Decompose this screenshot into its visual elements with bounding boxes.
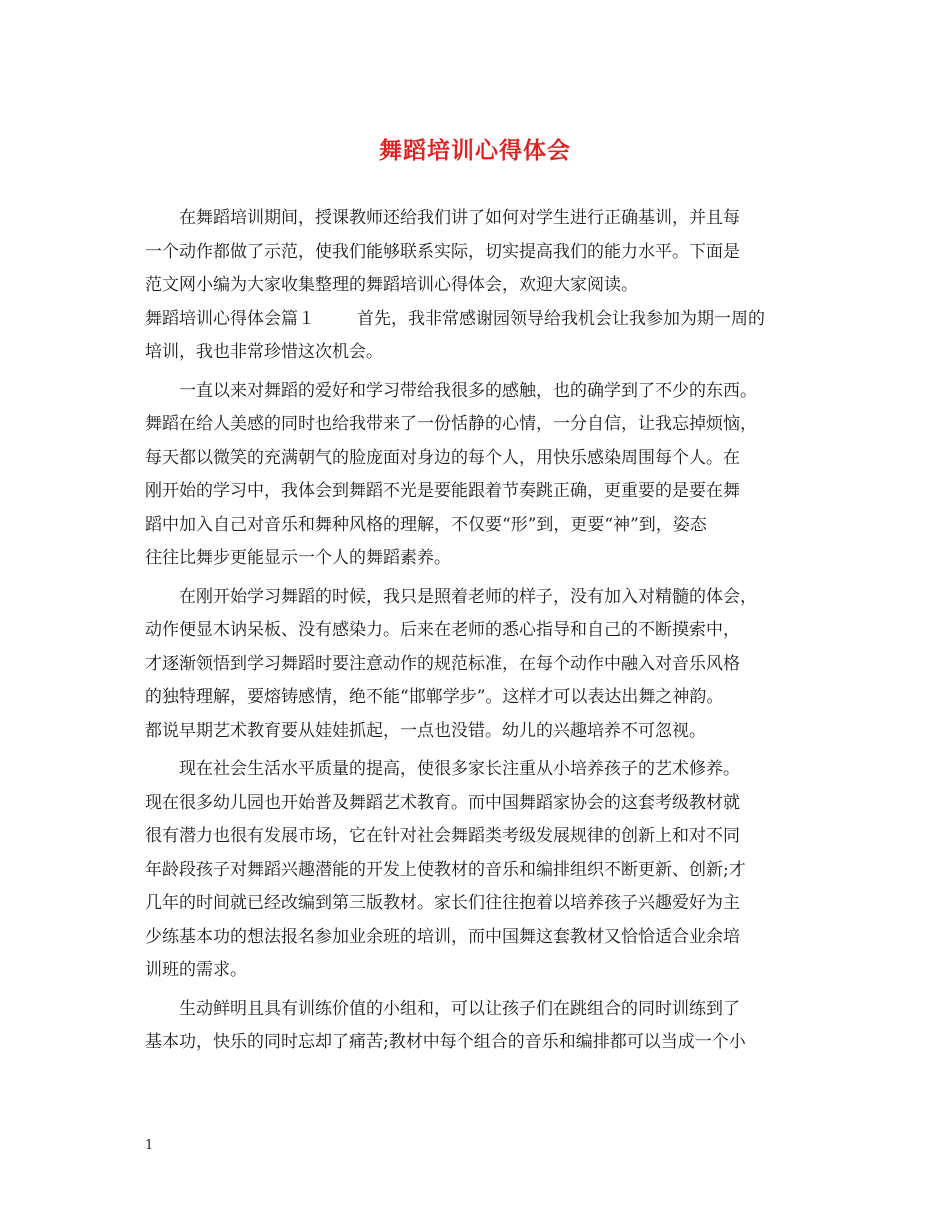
text-line: 一个动作都做了示范，使我们能够联系实际，切实提高我们的能力水平。下面是 — [145, 241, 740, 262]
text-line: 范文网小编为大家收集整理的舞蹈培训心得体会，欢迎大家阅读。 — [145, 275, 638, 295]
text-line: 往往比舞步更能显示一个人的舞蹈素养。 — [145, 548, 451, 568]
text-line: 才逐渐领悟到学习舞蹈时要注意动作的规范标准，在每个动作中融入对音乐风格 — [145, 653, 740, 674]
text-line: 蹈中加入自己对音乐和舞种风格的理解，不仅要“形”到，更要“神”到，姿态 — [145, 514, 707, 535]
text-line: 基本功，快乐的同时忘却了痛苦;教材中每个组合的音乐和编排都可以当成一个小 — [145, 1032, 746, 1052]
page-number: 1 — [145, 1138, 154, 1153]
text-line: 都说早期艺术教育要从娃娃抓起，一点也没错。幼儿的兴趣培养不可忽视。 — [145, 720, 706, 741]
text-line: 舞蹈在给人美感的同时也给我带来了一份恬静的心情，一分自信，让我忘掉烦恼， — [145, 414, 757, 434]
section-heading: 舞蹈培训心得体会篇１ — [145, 308, 315, 329]
text-line: 动作便显木讷呆板、没有感染力。后来在老师的悉心指导和自己的不断摸索中， — [145, 620, 740, 640]
text-line — [145, 303, 817, 337]
document-body — [145, 202, 817, 1060]
text-line: 现在社会生活水平质量的提高，使很多家长注重从小培养孩子的艺术修养。 — [179, 759, 740, 779]
text-line: 几年的时间就已经改编到第三版教材。家长们往往抱着以培养孩子兴趣爱好为主 — [145, 893, 740, 913]
section-text: 首先，我非常感谢园领导给我机会让我参加为期一周的 — [357, 308, 765, 329]
text-line: 的独特理解，要熔铸感情，绝不能“邯郸学步”。这样才可以表达出舞之神韵。 — [145, 687, 724, 707]
text-line: 年龄段孩子对舞蹈兴趣潜能的开发上使教材的音乐和编排组织不断更新、创新;才 — [145, 859, 746, 880]
document-title: 舞蹈培训心得体会 — [379, 138, 571, 164]
text-line: 训班的需求。 — [145, 960, 247, 980]
text-line: 刚开始的学习中，我体会到舞蹈不光是要能跟着节奏跳正确，更重要的是要在舞 — [145, 481, 740, 501]
text-line: 现在很多幼儿园也开始普及舞蹈艺术教育。而中国舞蹈家协会的这套考级教材就 — [145, 792, 740, 813]
text-line: 在刚开始学习舞蹈的时候，我只是照着老师的样子，没有加入对精髓的体会， — [179, 586, 757, 607]
text-line: 培训，我也非常珍惜这次机会。 — [145, 342, 383, 362]
text-line: 一直以来对舞蹈的爱好和学习带给我很多的感触，也的确学到了不少的东西。 — [179, 380, 757, 401]
text-line: 每天都以微笑的充满朝气的脸庞面对身边的每个人，用快乐感染周围每个人。在 — [145, 447, 740, 468]
text-line: 很有潜力也很有发展市场，它在针对社会舞蹈类考级发展规律的创新上和对不同 — [145, 826, 740, 846]
text-line: 少练基本功的想法报名参加业余班的培训，而中国舞这套教材又恰恰适合业余培 — [145, 926, 740, 947]
text-line: 在舞蹈培训期间，授课教师还给我们讲了如何对学生进行正确基训，并且每 — [179, 208, 740, 228]
text-line: 生动鲜明且具有训练价值的小组和，可以让孩子们在跳组合的同时训练到了 — [179, 998, 740, 1019]
